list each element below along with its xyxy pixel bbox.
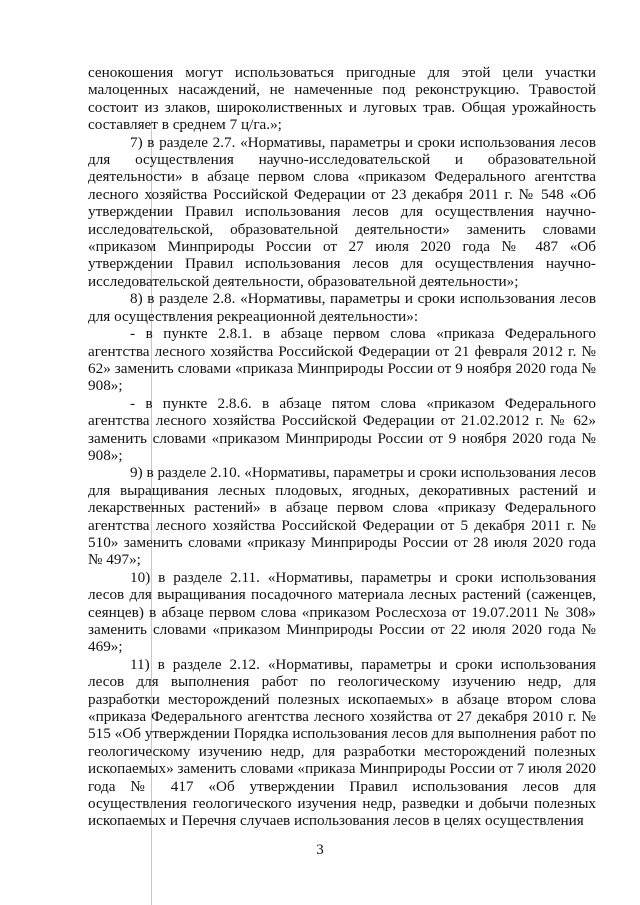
paragraph-item-9: 9) в разделе 2.10. «Нормативы, параметры и сроки использования лесов для выращивания лесных плодовых, ягодных, декоративных растений и лекарственных растений» в абзаце первом слова «приказу Федерального агентства лесного хозяйства Российской Федерации от 5 декабря 2011 г. № 510» заменить словами «приказу Минприроды России от 28 июля 2020 года № 497»; (88, 464, 596, 569)
paragraph-item-10: 10) в разделе 2.11. «Нормативы, параметры и сроки использования лесов для выращивания посадочного материала лесных растений (саженцев, сеянцев) в абзаце первом слова «приказом Рослесхоза от 19.07.2011 № 308» заменить словами «приказом Минприроды России от 22 июля 2020 года № 469»; (88, 568, 596, 656)
paragraph-item-8-sub-2: - в пункте 2.8.6. в абзаце пятом слова «приказом Федерального агентства лесного хозяйства Российской Федерации от 21.02.2012 г. № 62» заменить словами «приказом Минприроды России от 9 ноября 2020 года № 908»; (88, 394, 596, 464)
paragraph-item-8: 8) в разделе 2.8. «Нормативы, параметры и сроки использования лесов для осуществления рекреационной деятельности»: (88, 290, 596, 325)
paragraph-item-7: 7) в разделе 2.7. «Нормативы, параметры и сроки использования лесов для осуществления научно-исследовательской и образовательной деятельности» в абзаце первом слова «приказом Федерального агентства лесного хозяйства Российской Федерации от 23 декабря 2011 г. № 548 «Об утверждении Правил использования лесов для осуществления научно-исследовательской, образовательной деятельности» заменить словами «приказом Минприроды России от 27 июля 2020 года № 487 «Об утверждении Правил использования лесов для осуществления научно-исследовательской деятельности, образовательной деятельности»; (88, 133, 596, 290)
paragraph-item-11: 11) в разделе 2.12. «Нормативы, параметры и сроки использования лесов для выполнения работ по геологическому изучению недр, для разработки месторождений полезных ископаемых» в абзаце втором слова «приказа Федерального агентства лесного хозяйства от 27 декабря 2010 г. № 515 «Об утверждении Порядка использования лесов для выполнения работ по геологическому изучению недр, для разработки месторождений полезных ископаемых» заменить словами «приказа Минприроды России от 7 июля 2020 года № 417 «Об утверждении Правил использования лесов для осуществления геологического изучения недр, разведки и добычи полезных ископаемых и Перечня случаев использования лесов в целях осуществления (88, 655, 596, 830)
paragraph-item-8-sub-1: - в пункте 2.8.1. в абзаце первом слова «приказа Федерального агентства лесного хозяйства Российской Федерации от 21 февраля 2012 г. № 62» заменить словами «приказа Минприроды России от 9 ноября 2020 года № 908»; (88, 325, 596, 395)
paragraph-continuation: сенокошения могут использоваться пригодные для этой цели участки малоценных насаждений, не намеченные под реконструкцию. Травостой состоит из злаков, широколиственных и луговых трав. Общая урожайность составляет в среднем 7 ц/га.»; (88, 64, 596, 134)
document-body (88, 64, 596, 830)
page-number: 3 (316, 842, 324, 858)
